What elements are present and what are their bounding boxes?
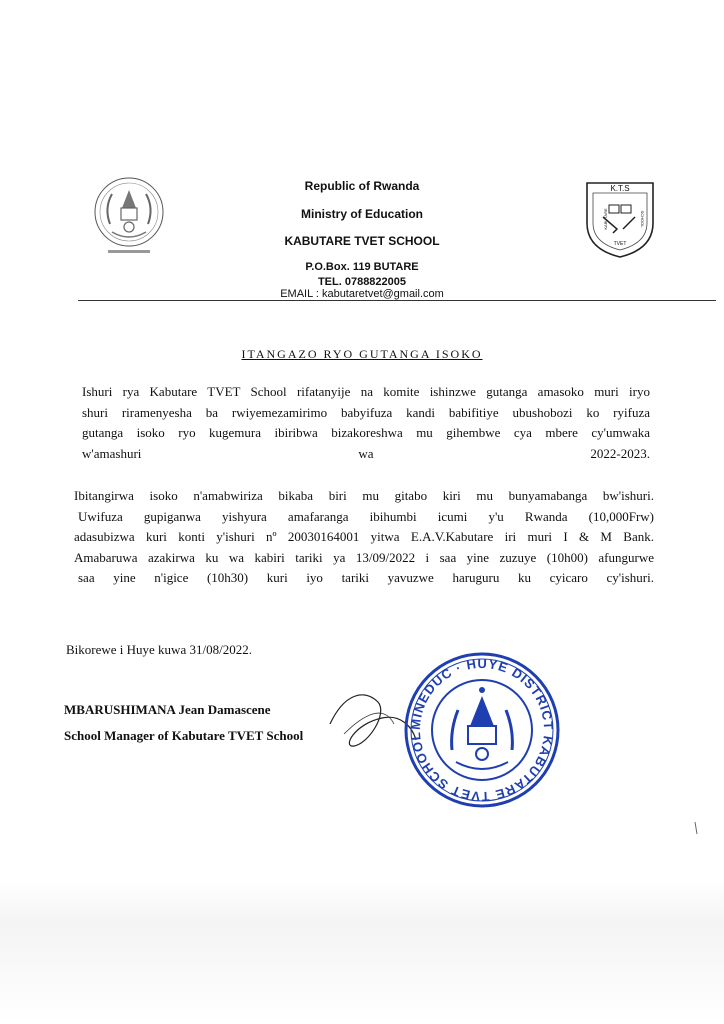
ministry-heading: Ministry of Education [300, 207, 423, 221]
school-stamp-icon [402, 650, 562, 810]
kts-school-logo-icon [583, 179, 657, 259]
scan-edge-shadow [0, 880, 724, 1024]
paragraph-line: Uwifuza gupiganwa yishyura amafaranga ibihumbi icumi y'u Rwanda (10,000Frw) [78, 508, 654, 524]
republic-heading: Republic of Rwanda [304, 179, 420, 193]
logo-right-text: SCHOOL [640, 210, 645, 228]
notice-title: ITANGAZO RYO GUTANGA ISOKO [241, 347, 483, 361]
header-rule [78, 300, 716, 301]
logo-bottom-text: TVET [613, 241, 627, 247]
stamp-ring-text: MINEDUC · HUYE DISTRICT KABUTARE TVET SCHOOL [407, 655, 557, 805]
paragraph-line: shuri riramenyesha ba rwiyemezamirimo babyifuza kandi babifitiye ubushobozi ko ryifuza [82, 404, 650, 420]
logo-left-text: KABUTARE [603, 208, 608, 230]
paragraph-conditions [74, 486, 654, 589]
signatory-name: MBARUSHIMANA Jean Damascene [64, 702, 271, 717]
paragraph-line: Ishuri rya Kabutare TVET School rifatanyije na komite ishinzwe gutanga amasoko muri iryo [82, 384, 650, 399]
paragraph-line: Amabaruwa azakirwa ku wa kabiri tariki ya 13/09/2022 i saa yine zuzuye (10h00) afungurwe [74, 549, 654, 565]
paragraph-line: adasubizwa kuri konti y'ishuri nº 20030164001 yitwa E.A.V.Kabutare iri muri I & M Bank. [74, 529, 654, 544]
paragraph-announcement [82, 382, 650, 464]
date-line: Bikorewe i Huye kuwa 31/08/2022. [66, 642, 252, 657]
email-line: EMAIL : kabutaretvet@gmail.com [280, 288, 444, 300]
paragraph-line: Ibitangirwa isoko n'amabwiriza bikaba biri mu gitabo kiri mu bunyamabanga bw'ishuri. [74, 488, 654, 503]
signatory-role: School Manager of Kabutare TVET School [64, 728, 304, 743]
logo-top-text: K.T.S [610, 184, 630, 193]
school-heading: KABUTARE TVET SCHOOL [284, 234, 440, 248]
paragraph-line: saa yine n'igice (10h30) kuri iyo tariki yavuzwe haruguru ku cyicaro cy'ishuri. [78, 570, 654, 585]
scan-mark-icon [693, 820, 699, 836]
tel-line: TEL. 0788822005 [317, 276, 407, 288]
svg-text:MINEDUC · HUYE DISTRICT KABUTA [408, 656, 556, 804]
paragraph-line: w'amashuri wa 2022-2023. [82, 445, 650, 461]
paragraph-line: gutanga isoko ryo kugemura ibiribwa bizakoreshwa mu gihembwe cya mbere cy'umwaka [82, 425, 650, 440]
pobox-line: P.O.Box. 119 BUTARE [305, 261, 419, 273]
